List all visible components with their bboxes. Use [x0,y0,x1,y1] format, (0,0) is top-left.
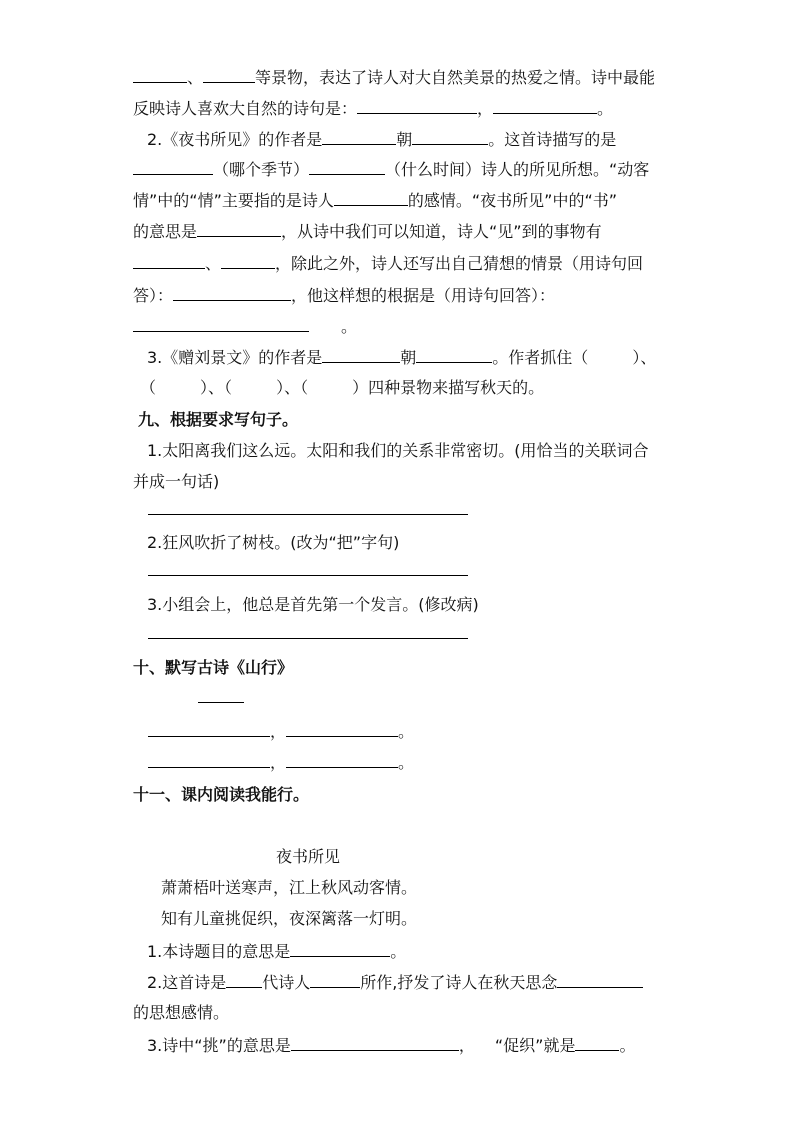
q8-text: 2.《夜书所见》的作者是 [147,130,323,149]
period: 。 [390,942,407,961]
q11-text: 所作,抒发了诗人在秋天思念 [360,973,558,992]
answer-blank[interactable] [310,971,360,988]
q8-2-line-1 [147,128,616,150]
answer-blank[interactable] [357,97,477,114]
q8-2-line-2 [133,158,649,180]
q11-item-1 [147,940,406,962]
answer-blank[interactable] [309,158,385,175]
q8-text: 的意思是 [133,222,198,241]
answer-blank[interactable] [148,559,468,576]
q9-item-1-cont: 并成一句话) [133,472,220,491]
q8-2-line-4 [133,220,602,242]
separator: 、 [208,378,225,397]
poem-line-1: 萧萧梧叶送寒声，江上秋风动客情。 [161,878,418,897]
comma: ， [477,99,494,118]
period: 。 [597,99,614,118]
q8-text: （哪个季节） [213,160,310,179]
q11-text: 1.本诗题目的意思是 [147,942,291,961]
q8-text: 的感情。“夜书所见”中的“书” [407,191,618,210]
q11-text: 2.这首诗是 [147,973,227,992]
answer-blank[interactable] [221,252,275,269]
q8-text: 朝 [396,130,413,149]
answer-blank[interactable] [203,66,255,83]
q8-text: 。作者抓住（ [492,348,589,367]
answer-blank[interactable] [322,346,400,363]
q8-2-line-7 [133,315,357,337]
q8-text: 朝 [400,348,417,367]
separator: 、 [187,68,204,87]
separator: 、 [205,254,222,273]
period: 。 [341,317,358,336]
comma: ， [458,1036,475,1055]
comma: ， [270,722,287,741]
paren-open: （ [224,378,233,397]
q8-line-1 [133,66,655,88]
answer-blank[interactable] [133,252,205,269]
answer-blank[interactable] [198,686,244,703]
answer-blank[interactable] [334,189,408,206]
answer-blank[interactable] [173,284,291,301]
period: 。 [619,1036,636,1055]
answer-blank[interactable] [322,128,396,145]
answer-blank[interactable] [133,66,187,83]
q8-text: ，从诗中我们可以知道，诗人“见”到的事物有 [281,222,602,241]
answer-blank[interactable] [133,315,309,332]
q9-item-2: 2.狂风吹折了树枝。(改为“把”字句) [147,533,400,552]
q9-item-1: 1.太阳离我们这么远。太阳和我们的关系非常密切。(用恰当的关联词合 [147,441,649,460]
q8-3-line-2 [140,377,544,399]
q8-text: 等景物，表达了诗人对大自然美景的热爱之情。诗中最能 [255,68,656,87]
q8-text: 3.《赠刘景文》的作者是 [147,348,323,367]
answer-blank[interactable] [148,751,270,768]
q8-text: ，除此之外，诗人还写出自己猜想的情景（用诗句回 [275,254,644,273]
answer-blank[interactable] [412,128,488,145]
answer-blank[interactable] [291,1034,459,1051]
q11-text: 代诗人 [262,973,311,992]
answer-blank[interactable] [575,1034,619,1051]
answer-blank[interactable] [148,720,270,737]
answer-blank[interactable] [290,940,390,957]
poem-line-1-blank [148,720,414,742]
poem-line-2: 知有儿童挑促织，夜深篱落一灯明。 [161,909,418,928]
section-9-title: 九、根据要求写句子。 [138,410,299,429]
answer-blank[interactable] [286,720,398,737]
comma: ， [270,753,287,772]
answer-blank[interactable] [226,971,262,988]
paren-close: ） [276,378,285,397]
answer-blank[interactable] [493,97,597,114]
paren-close: ） [352,378,369,397]
answer-blank[interactable] [148,498,468,515]
q8-text: 四种景物来描写秋天的。 [368,378,545,397]
q9-answer-line-1[interactable] [148,498,468,520]
q9-answer-line-2[interactable] [148,559,468,581]
period: 。 [398,722,415,741]
separator: 、 [284,378,301,397]
q8-text: 反映诗人喜欢大自然的诗句是： [133,99,358,118]
section-10-title: 十、默写古诗《山行》 [133,658,294,677]
q8-2-line-6 [133,284,555,306]
paren-open: （ [140,378,157,397]
q9-item-3: 3.小组会上，他总是首先第一个发言。(修改病) [147,595,479,614]
answer-blank[interactable] [286,751,398,768]
poem-title: 夜书所见 [276,847,341,866]
q11-text: 3.诗中“挑”的意思是 [147,1036,291,1055]
q8-text: （什么时间）诗人的所见所想。“动客 [385,160,650,179]
paren-close: ） [200,378,209,397]
q8-text: 情”中的“情”主要指的是诗人 [133,191,334,210]
poem-title-blank[interactable] [198,686,244,708]
q8-text: 。这首诗描写的是 [488,130,617,149]
q8-text: ，他这样想的根据是（用诗句回答）： [291,286,556,305]
answer-blank[interactable] [197,220,281,237]
q11-item-3 [147,1034,635,1056]
q11-item-2-cont: 的思想感情。 [133,1003,230,1022]
answer-blank[interactable] [148,622,468,639]
q8-text: 答）： [133,286,174,305]
paren-close: ） [632,348,641,367]
q8-2-line-3 [133,189,617,211]
q9-answer-line-3[interactable] [148,622,468,644]
q11-text: “促织”就是 [494,1036,576,1055]
period: 。 [398,753,415,772]
answer-blank[interactable] [133,158,213,175]
section-11-title: 十一、课内阅读我能行。 [133,785,310,804]
answer-blank[interactable] [416,346,492,363]
paren-open: （ [300,378,309,397]
q8-3-line-1 [147,346,656,368]
q8-2-line-5 [133,252,643,274]
q8-line-2 [133,97,613,119]
poem-line-2-blank [148,751,414,773]
separator: 、 [640,348,657,367]
answer-blank[interactable] [557,971,643,988]
q11-item-2 [147,971,643,993]
